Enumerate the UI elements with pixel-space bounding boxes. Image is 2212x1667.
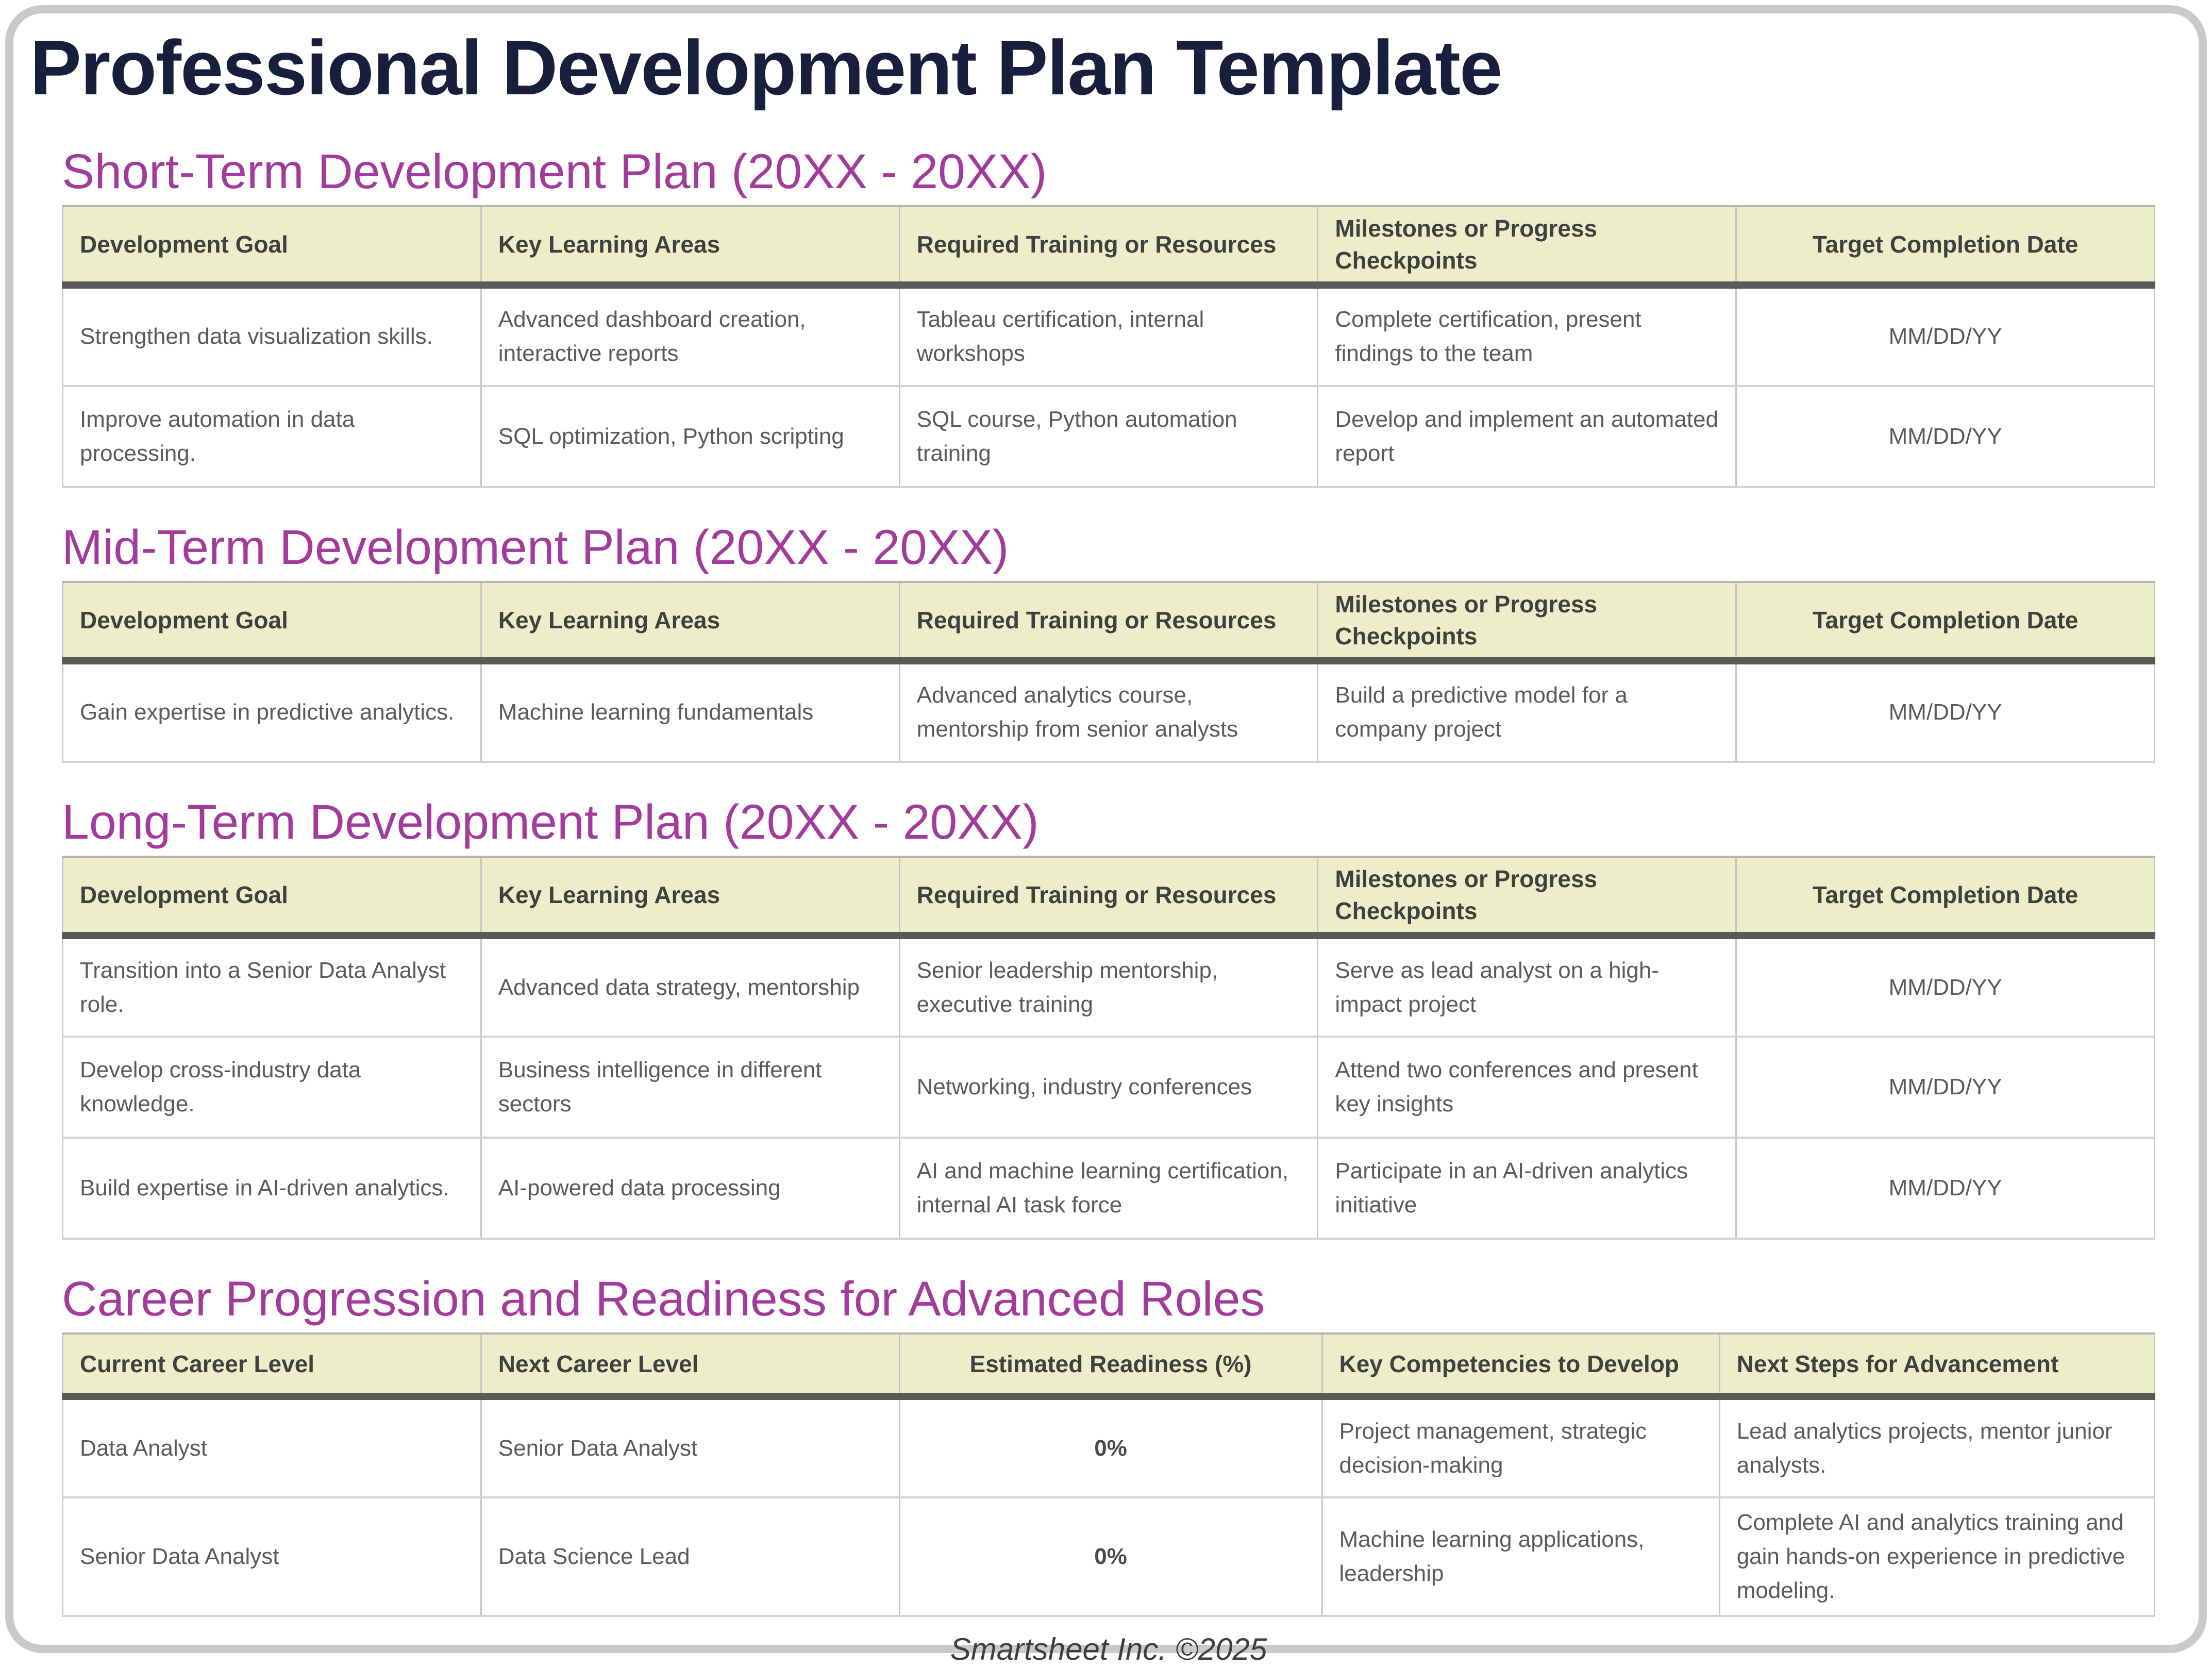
- table-header-row: [63, 206, 2155, 285]
- cell-milestones: Serve as lead analyst on a high-impact project: [1318, 936, 1736, 1037]
- page-title: Professional Development Plan Template: [30, 24, 1502, 111]
- column-header-target-date: Target Completion Date: [1736, 582, 2155, 661]
- copyright-footer: Smartsheet Inc. ©2025: [950, 1632, 1267, 1667]
- cell-target-date: MM/DD/YY: [1736, 936, 2155, 1037]
- cell-development-goal: Strengthen data visualization skills.: [63, 285, 481, 386]
- cell-target-date: MM/DD/YY: [1736, 661, 2155, 762]
- table-header-row: [63, 1333, 2155, 1396]
- table-row: [63, 386, 2155, 487]
- cell-key-learning-areas: Business intelligence in different sectors: [481, 1037, 899, 1138]
- table-row: [63, 1497, 2155, 1616]
- cell-key-learning-areas: AI-powered data processing: [481, 1138, 899, 1239]
- cell-target-date: MM/DD/YY: [1736, 386, 2155, 487]
- cell-estimated-readiness: 0%: [899, 1497, 1322, 1616]
- cell-milestones: Participate in an AI-driven analytics initiative: [1318, 1138, 1736, 1239]
- cell-required-training: AI and machine learning certification, internal AI task force: [899, 1138, 1318, 1239]
- document-body: [30, 0, 2155, 1667]
- table-row: [63, 1037, 2155, 1138]
- cell-development-goal: Gain expertise in predictive analytics.: [63, 661, 481, 762]
- column-header-next-steps: Next Steps for Advancement: [1719, 1333, 2154, 1396]
- section-heading-career-progression: Career Progression and Readiness for Advanced Roles: [62, 1272, 1265, 1327]
- cell-current-career-level: Senior Data Analyst: [63, 1497, 481, 1616]
- column-header-milestones: Milestones or Progress Checkpoints: [1318, 582, 1736, 661]
- cell-development-goal: Build expertise in AI-driven analytics.: [63, 1138, 481, 1239]
- cell-development-goal: Transition into a Senior Data Analyst role.: [63, 936, 481, 1037]
- table-row: [63, 1396, 2155, 1497]
- table-row: [63, 1138, 2155, 1239]
- column-header-estimated-readiness: Estimated Readiness (%): [899, 1333, 1322, 1396]
- cell-development-goal: Improve automation in data processing.: [63, 386, 481, 487]
- long-term-table: [62, 856, 2155, 1240]
- cell-required-training: Advanced analytics course, mentorship from senior analysts: [899, 661, 1318, 762]
- column-header-required-training: Required Training or Resources: [899, 206, 1318, 285]
- column-header-key-competencies: Key Competencies to Develop: [1322, 1333, 1719, 1396]
- column-header-required-training: Required Training or Resources: [899, 582, 1318, 661]
- column-header-required-training: Required Training or Resources: [899, 857, 1318, 936]
- column-header-milestones: Milestones or Progress Checkpoints: [1318, 857, 1736, 936]
- column-header-current-career-level: Current Career Level: [63, 1333, 481, 1396]
- table-row: [63, 936, 2155, 1037]
- mid-term-table: [62, 581, 2155, 763]
- cell-development-goal: Develop cross-industry data knowledge.: [63, 1037, 481, 1138]
- section-heading-long-term: Long-Term Development Plan (20XX - 20XX): [62, 794, 1039, 849]
- cell-next-career-level: Senior Data Analyst: [481, 1396, 899, 1497]
- cell-next-career-level: Data Science Lead: [481, 1497, 899, 1616]
- column-header-development-goal: Development Goal: [63, 582, 481, 661]
- cell-estimated-readiness: 0%: [899, 1396, 1322, 1497]
- column-header-target-date: Target Completion Date: [1736, 206, 2155, 285]
- column-header-next-career-level: Next Career Level: [481, 1333, 899, 1396]
- cell-next-steps: Complete AI and analytics training and gain hands-on experience in predictive modeling.: [1719, 1497, 2154, 1616]
- column-header-key-learning-areas: Key Learning Areas: [481, 582, 899, 661]
- cell-required-training: Tableau certification, internal workshops: [899, 285, 1318, 386]
- cell-key-competencies: Project management, strategic decision-making: [1322, 1396, 1719, 1497]
- column-header-development-goal: Development Goal: [63, 857, 481, 936]
- cell-target-date: MM/DD/YY: [1736, 285, 2155, 386]
- cell-next-steps: Lead analytics projects, mentor junior analysts.: [1719, 1396, 2154, 1497]
- short-term-table: [62, 205, 2155, 488]
- career-progression-table: [62, 1332, 2155, 1617]
- cell-key-competencies: Machine learning applications, leadership: [1322, 1497, 1719, 1616]
- column-header-milestones: Milestones or Progress Checkpoints: [1318, 206, 1736, 285]
- table-header-row: [63, 857, 2155, 936]
- cell-target-date: MM/DD/YY: [1736, 1138, 2155, 1239]
- cell-key-learning-areas: SQL optimization, Python scripting: [481, 386, 899, 487]
- section-heading-short-term: Short-Term Development Plan (20XX - 20XX): [62, 144, 1047, 199]
- cell-milestones: Develop and implement an automated report: [1318, 386, 1736, 487]
- cell-key-learning-areas: Machine learning fundamentals: [481, 661, 899, 762]
- cell-milestones: Attend two conferences and present key insights: [1318, 1037, 1736, 1138]
- cell-key-learning-areas: Advanced data strategy, mentorship: [481, 936, 899, 1037]
- column-header-development-goal: Development Goal: [63, 206, 481, 285]
- section-heading-mid-term: Mid-Term Development Plan (20XX - 20XX): [62, 520, 1009, 575]
- cell-milestones: Complete certification, present findings to the team: [1318, 285, 1736, 386]
- table-row: [63, 285, 2155, 386]
- table-header-row: [63, 582, 2155, 661]
- cell-milestones: Build a predictive model for a company project: [1318, 661, 1736, 762]
- column-header-key-learning-areas: Key Learning Areas: [481, 206, 899, 285]
- cell-required-training: Senior leadership mentorship, executive training: [899, 936, 1318, 1037]
- cell-required-training: Networking, industry conferences: [899, 1037, 1318, 1138]
- cell-target-date: MM/DD/YY: [1736, 1037, 2155, 1138]
- cell-required-training: SQL course, Python automation training: [899, 386, 1318, 487]
- column-header-key-learning-areas: Key Learning Areas: [481, 857, 899, 936]
- table-row: [63, 661, 2155, 762]
- column-header-target-date: Target Completion Date: [1736, 857, 2155, 936]
- cell-key-learning-areas: Advanced dashboard creation, interactive reports: [481, 285, 899, 386]
- cell-current-career-level: Data Analyst: [63, 1396, 481, 1497]
